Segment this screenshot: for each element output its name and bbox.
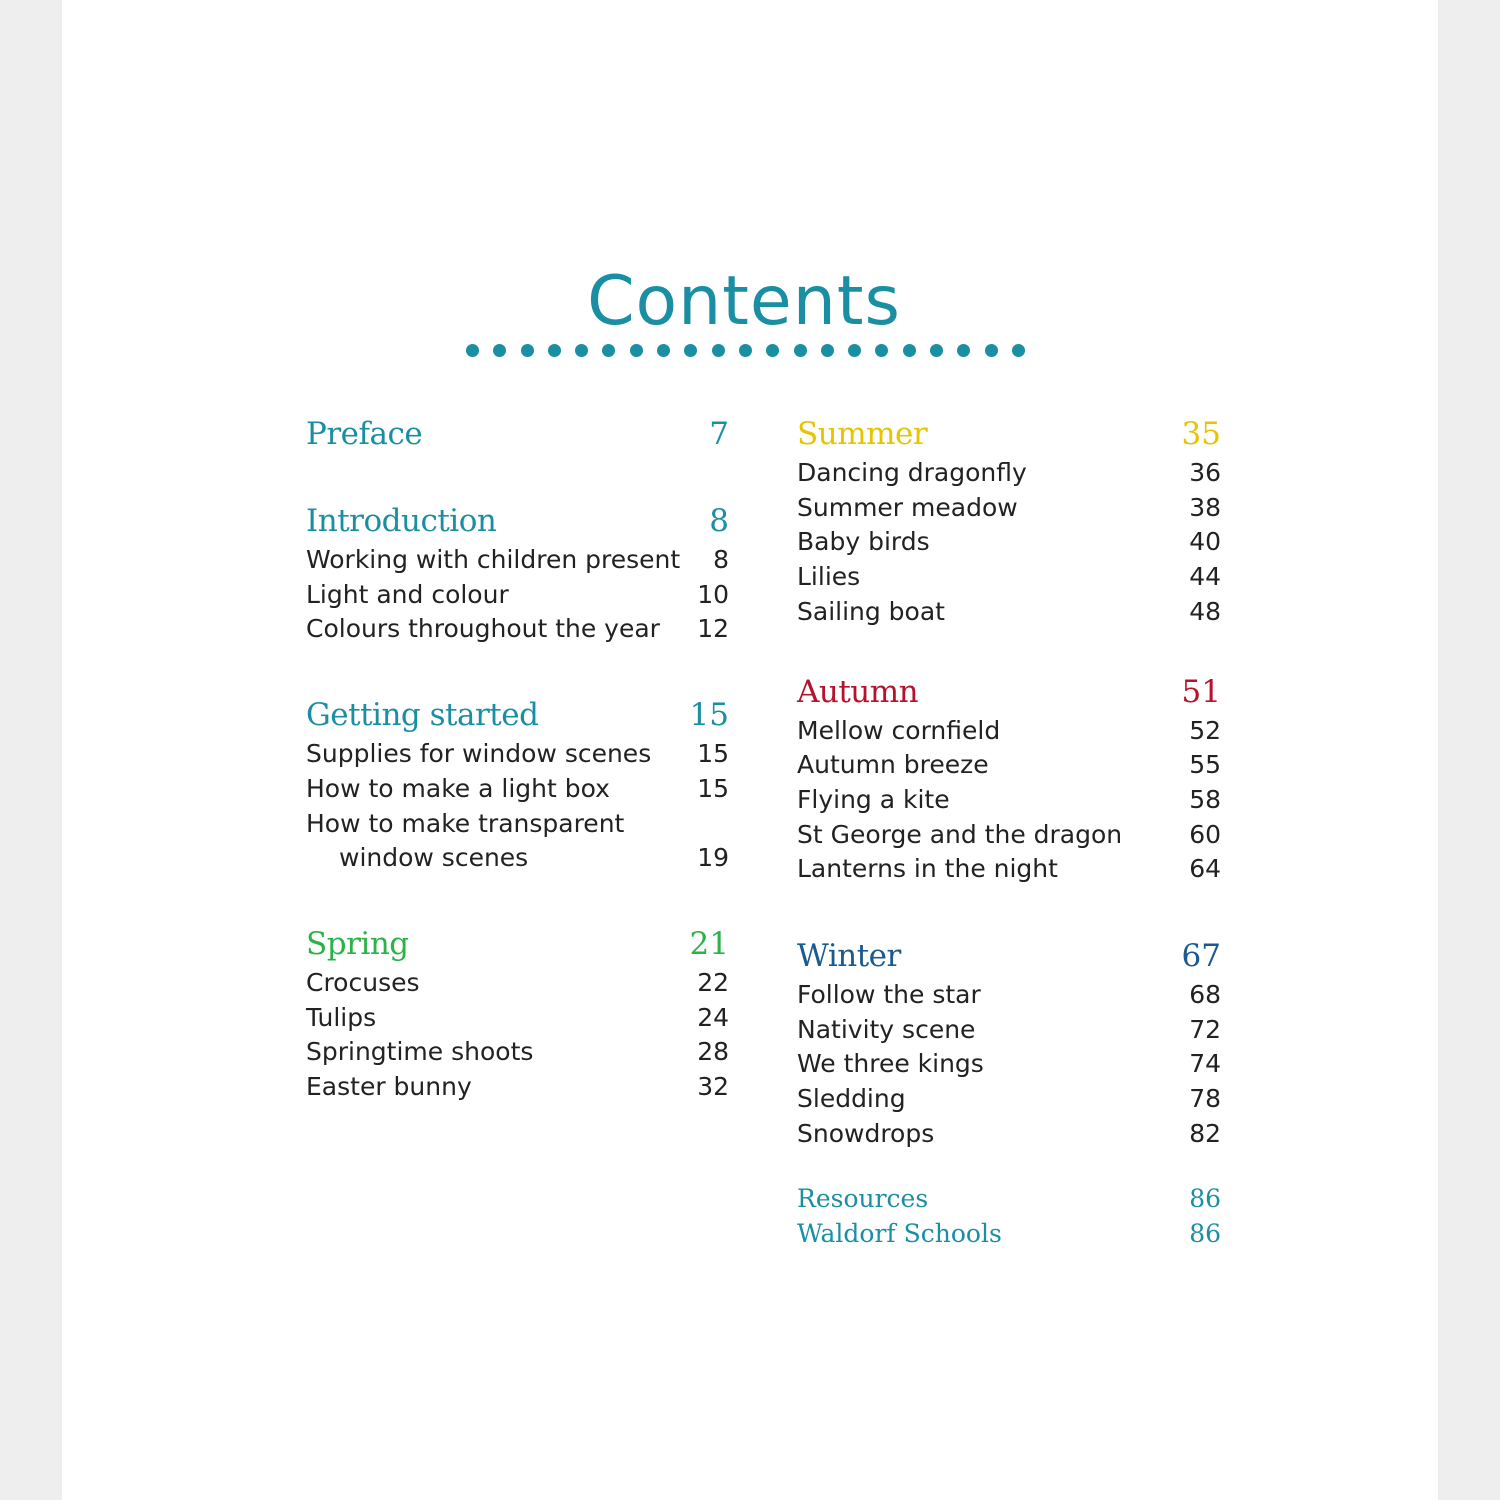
entry-label: Baby birds (797, 527, 930, 557)
page (62, 0, 1438, 1500)
toc-entry[interactable] (797, 525, 1221, 560)
toc-entry[interactable] (306, 772, 729, 807)
toc-entry[interactable] (797, 1117, 1221, 1152)
entry-page: 19 (697, 843, 729, 873)
entry-page: 44 (1189, 562, 1221, 592)
divider-dot (821, 344, 834, 357)
section-preface (306, 412, 729, 456)
toc-entry-resources[interactable] (797, 1181, 1221, 1216)
toc-heading-preface[interactable] (306, 412, 729, 456)
contents-left-column (306, 412, 729, 1105)
entry-label: Tulips (306, 1002, 377, 1032)
entry-page: 86 (1189, 1218, 1221, 1248)
toc-heading-winter[interactable] (797, 934, 1221, 978)
entry-page: 82 (1189, 1118, 1221, 1148)
entry-label: Light and colour (306, 579, 509, 609)
toc-entry[interactable] (306, 578, 729, 613)
toc-entry[interactable] (797, 1082, 1221, 1117)
toc-entry[interactable] (306, 1035, 729, 1070)
toc-entry[interactable] (797, 714, 1221, 749)
entry-label: Crocuses (306, 967, 420, 997)
toc-heading-getting-started[interactable] (306, 693, 729, 737)
entry-label: Mellow cornfield (797, 715, 1001, 745)
entry-page: 74 (1189, 1049, 1221, 1079)
divider-dot (657, 344, 670, 357)
toc-heading-autumn[interactable] (797, 670, 1221, 714)
entry-page: 58 (1189, 784, 1221, 814)
divider-dot (493, 344, 506, 357)
toc-entry[interactable] (797, 560, 1221, 595)
divider-dot (548, 344, 561, 357)
toc-entry[interactable] (797, 1013, 1221, 1048)
heading-page: 21 (689, 925, 729, 962)
entry-page: 28 (697, 1037, 729, 1067)
entry-page: 24 (697, 1002, 729, 1032)
heading-page: 15 (689, 697, 729, 734)
divider-dot (1012, 344, 1025, 357)
entry-page: 78 (1189, 1084, 1221, 1114)
toc-entry[interactable] (306, 737, 729, 772)
toc-entry[interactable] (797, 978, 1221, 1013)
heading-label: Winter (797, 938, 901, 975)
toc-entry[interactable] (306, 807, 729, 842)
entry-page: 32 (697, 1072, 729, 1102)
divider-dot (957, 344, 970, 357)
toc-entry[interactable] (306, 543, 729, 578)
divider-dot (684, 344, 697, 357)
toc-heading-spring[interactable] (306, 922, 729, 966)
toc-entry[interactable] (797, 491, 1221, 526)
divider-dot (739, 344, 752, 357)
entry-label: How to make a light box (306, 773, 610, 803)
heading-label: Introduction (306, 503, 497, 539)
entry-label: St George and the dragon (797, 819, 1123, 849)
section-getting-started (306, 693, 729, 876)
section-summer (797, 412, 1221, 630)
heading-page: 67 (1181, 938, 1221, 975)
toc-entry[interactable] (797, 595, 1221, 630)
entry-label: window scenes (339, 843, 529, 873)
entry-label: Supplies for window scenes (306, 739, 652, 769)
divider-dot (602, 344, 615, 357)
dotted-rule (466, 344, 1025, 357)
contents-right-column (797, 412, 1221, 1251)
entry-label: Nativity scene (797, 1014, 976, 1044)
entry-label: Springtime shoots (306, 1037, 534, 1067)
divider-dot (575, 344, 588, 357)
heading-page: 51 (1181, 673, 1221, 710)
heading-label: Spring (306, 925, 409, 962)
toc-entry[interactable] (306, 1001, 729, 1036)
divider-dot (766, 344, 779, 357)
toc-entry[interactable] (797, 456, 1221, 491)
entry-label: Easter bunny (306, 1072, 472, 1102)
entry-label: Sailing boat (797, 596, 945, 626)
divider-dot (875, 344, 888, 357)
section-back-matter (797, 1181, 1221, 1251)
toc-entry-waldorf-schools[interactable] (797, 1216, 1221, 1251)
divider-dot (712, 344, 725, 357)
section-winter (797, 934, 1221, 1152)
toc-entry[interactable] (306, 612, 729, 647)
toc-entry[interactable] (797, 1047, 1221, 1082)
entry-label: Flying a kite (797, 784, 950, 814)
entry-page: 72 (1189, 1014, 1221, 1044)
heading-label: Summer (797, 416, 928, 452)
divider-dot (466, 344, 479, 357)
heading-page: 7 (709, 416, 729, 452)
page-title: Contents (587, 262, 901, 341)
entry-label: Resources (797, 1183, 929, 1213)
entry-page: 8 (713, 545, 729, 574)
entry-label: Sledding (797, 1084, 906, 1114)
entry-page: 10 (697, 579, 729, 609)
toc-heading-summer[interactable] (797, 412, 1221, 456)
toc-entry[interactable] (797, 818, 1221, 853)
divider-dot (521, 344, 534, 357)
toc-entry[interactable] (797, 783, 1221, 818)
heading-page: 8 (709, 503, 729, 539)
entry-label: Follow the star (797, 980, 981, 1010)
entry-page: 55 (1189, 750, 1221, 780)
section-autumn (797, 670, 1221, 888)
toc-entry[interactable] (306, 1070, 729, 1105)
toc-entry[interactable] (797, 852, 1221, 887)
divider-dot (903, 344, 916, 357)
heading-label: Autumn (797, 673, 919, 710)
entry-label: Dancing dragonfly (797, 458, 1027, 487)
entry-label: Summer meadow (797, 492, 1018, 522)
entry-page: 40 (1189, 527, 1221, 557)
entry-page: 68 (1189, 980, 1221, 1010)
entry-page: 15 (697, 773, 729, 803)
section-spring (306, 922, 729, 1105)
divider-dot (794, 344, 807, 357)
entry-label: Snowdrops (797, 1118, 935, 1148)
heading-page: 35 (1181, 416, 1221, 452)
entry-page: 60 (1189, 819, 1221, 849)
divider-dot (848, 344, 861, 357)
heading-label: Preface (306, 416, 423, 452)
divider-dot (630, 344, 643, 357)
entry-page: 64 (1189, 854, 1221, 884)
divider-dot (985, 344, 998, 357)
heading-label: Getting started (306, 697, 539, 734)
entry-label: Autumn breeze (797, 750, 989, 780)
divider-dot (930, 344, 943, 357)
entry-label: How to make transparent (306, 808, 625, 838)
entry-page: 36 (1189, 458, 1221, 487)
entry-label: Working with children present (306, 545, 681, 574)
entry-page: 52 (1189, 715, 1221, 745)
entry-label: Colours throughout the year (306, 614, 660, 644)
entry-label: Waldorf Schools (797, 1218, 1002, 1248)
entry-label: Lilies (797, 562, 861, 592)
section-introduction (306, 499, 729, 647)
toc-entry-continued[interactable] (306, 841, 729, 876)
toc-entry[interactable] (797, 748, 1221, 783)
toc-entry[interactable] (306, 966, 729, 1001)
entry-page: 38 (1189, 492, 1221, 522)
entry-label: Lanterns in the night (797, 854, 1058, 884)
entry-page: 22 (697, 967, 729, 997)
toc-heading-introduction[interactable] (306, 499, 729, 543)
entry-page: 48 (1189, 596, 1221, 626)
entry-page: 15 (697, 739, 729, 769)
entry-page: 12 (697, 614, 729, 644)
entry-label: We three kings (797, 1049, 984, 1079)
entry-page: 86 (1189, 1183, 1221, 1213)
